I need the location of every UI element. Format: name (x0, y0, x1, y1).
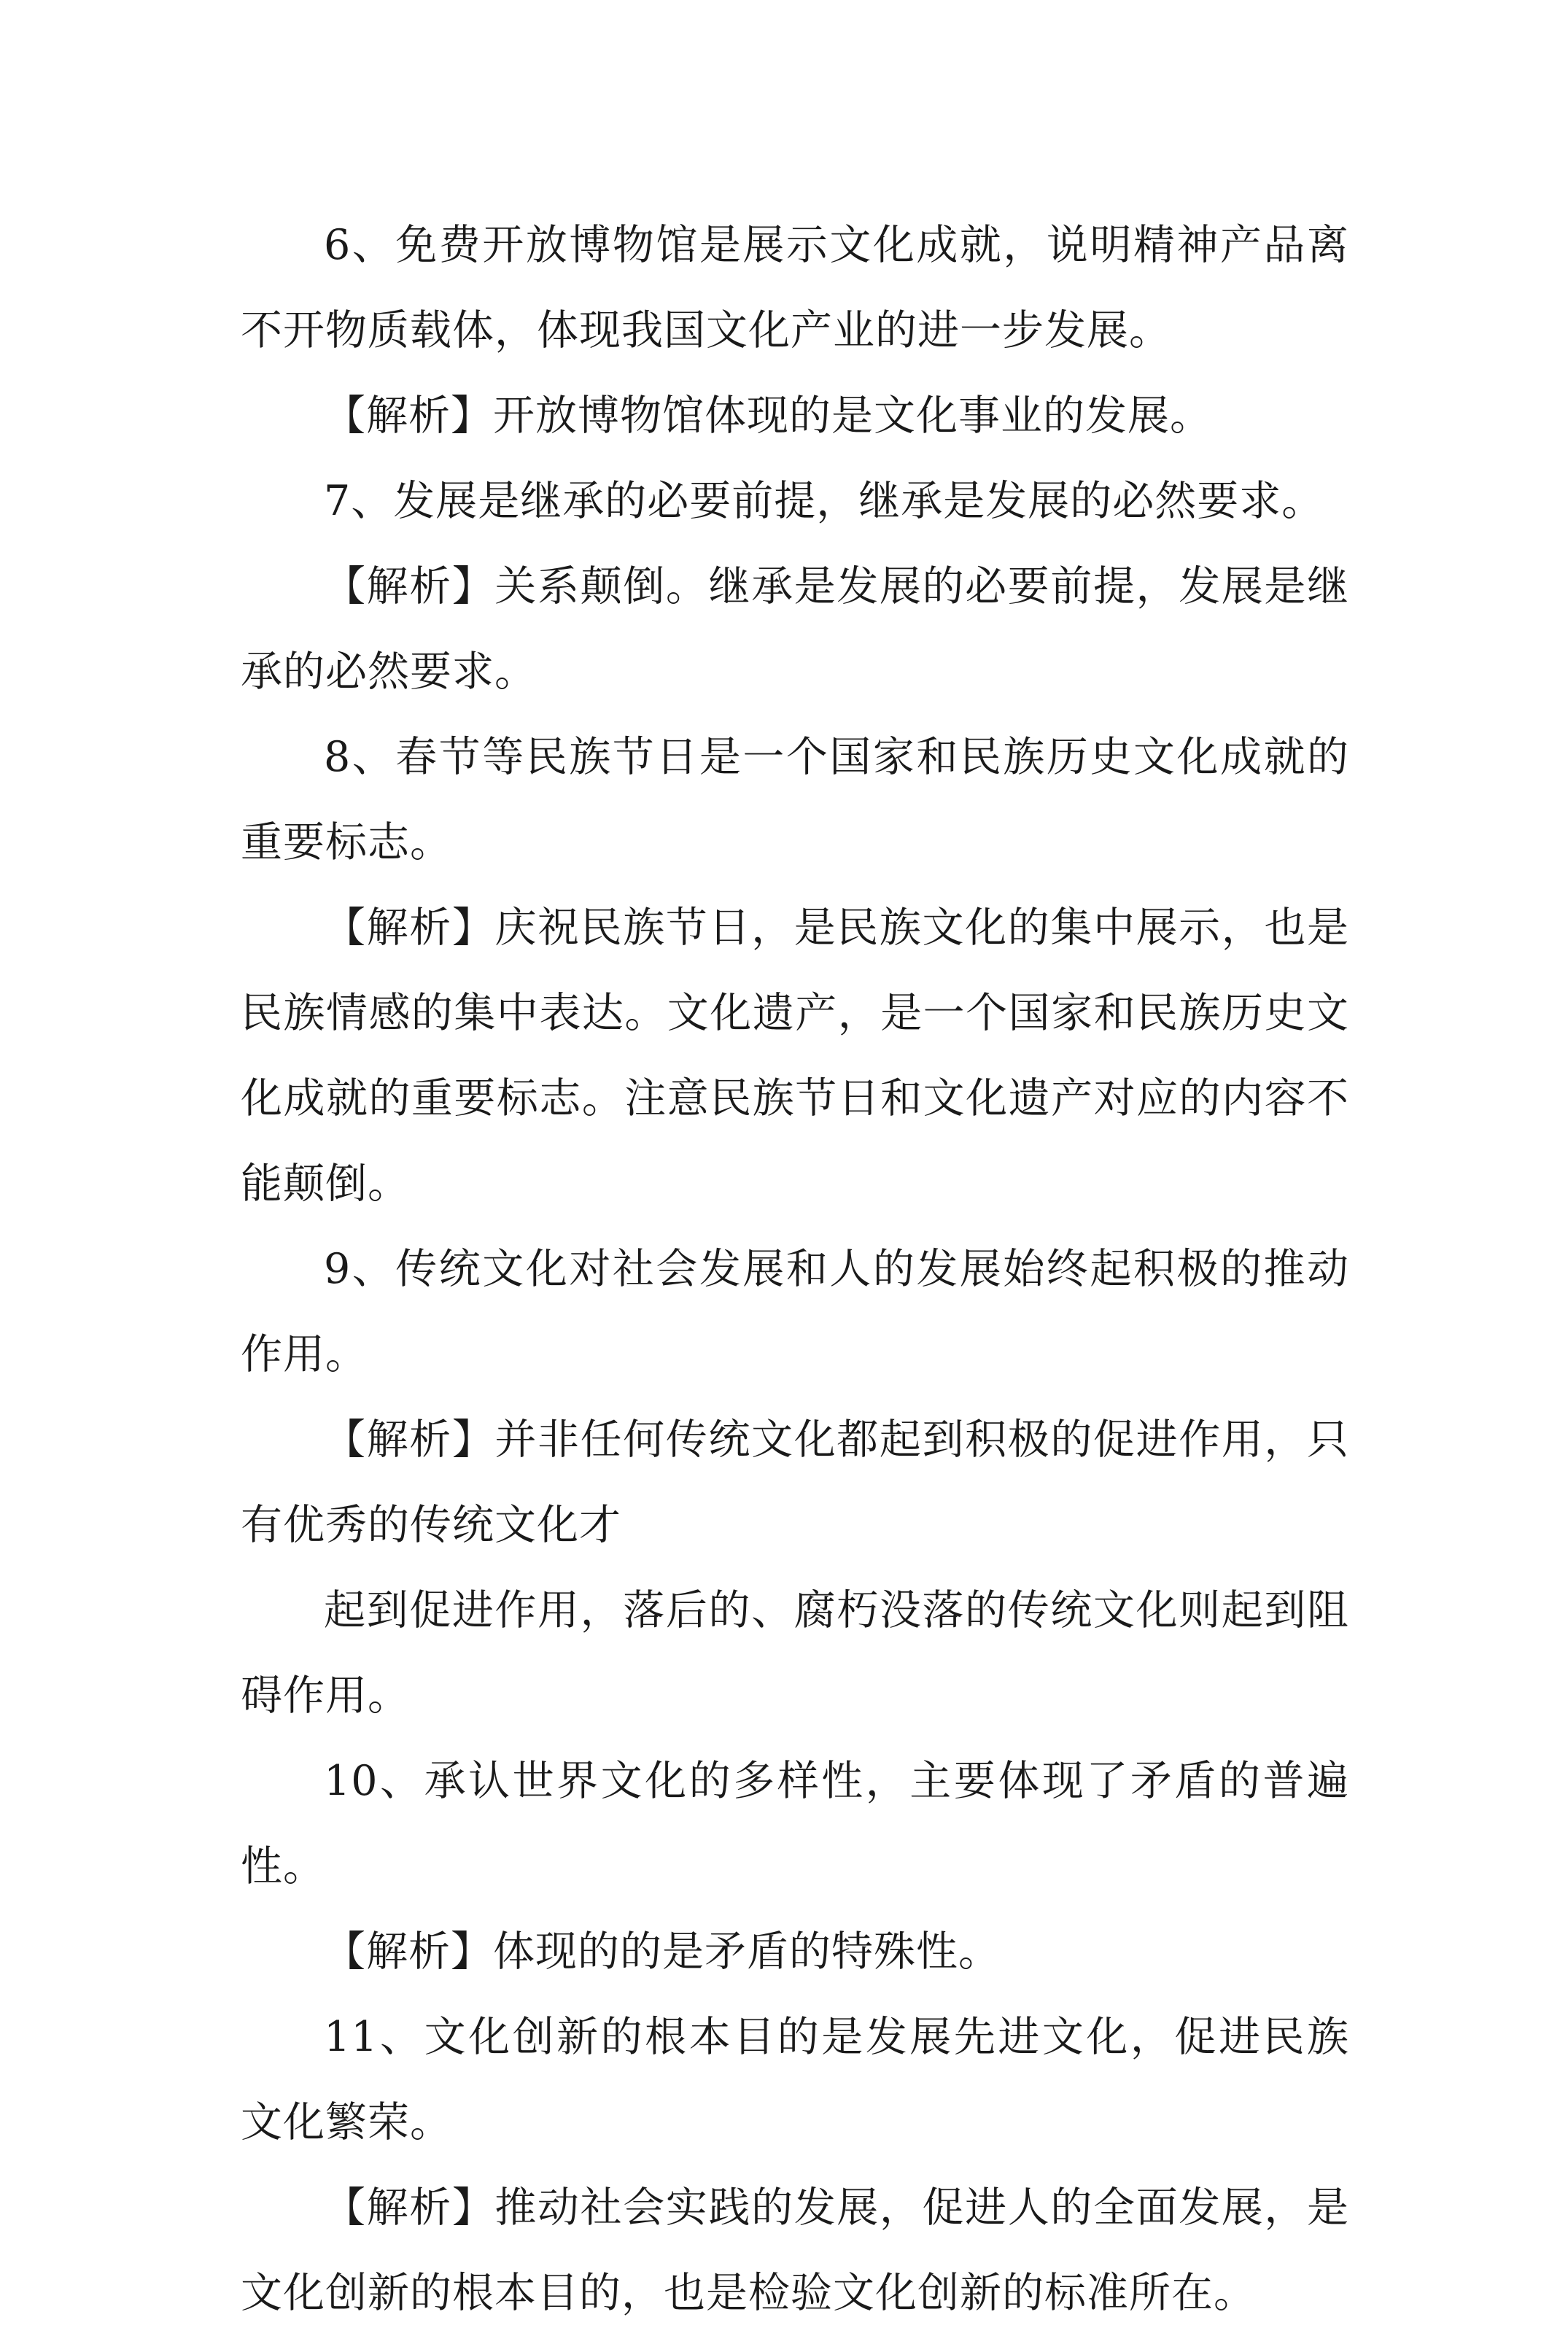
analysis-9-part-1: 【解析】并非任何传统文化都起到积极的促进作用，只有优秀的传统文化才 (241, 1416, 1349, 1549)
question-11: 11、文化创新的根本目的是发展先进文化，促进民族文化繁荣。 (241, 2013, 1349, 2146)
analysis-6: 【解析】开放博物馆体现的是文化事业的发展。 (324, 392, 1212, 440)
analysis-8: 【解析】庆祝民族节日，是民族文化的集中展示，也是民族情感的集中表达。文化遗产，是一个国家和民族历史文化成就的重要标志。注意民族节日和文化遗产对应的内容不能颠倒。 (241, 904, 1349, 1208)
question-7: 7、发展是继承的必要前提，继承是发展的必然要求。 (324, 477, 1324, 525)
question-6: 6、免费开放博物馆是展示文化成就，说明精神产品离不开物质载体，体现我国文化产业的进一步发展。 (241, 221, 1349, 354)
document-body (241, 203, 1349, 2336)
question-10: 10、承认世界文化的多样性，主要体现了矛盾的普遍性。 (241, 1757, 1349, 1890)
question-9: 9、传统文化对社会发展和人的发展始终起积极的推动作用。 (241, 1245, 1349, 1378)
analysis-7: 【解析】关系颠倒。继承是发展的必要前提，发展是继承的必然要求。 (241, 562, 1349, 696)
analysis-10: 【解析】体现的的是矛盾的特殊性。 (324, 1928, 1001, 1976)
analysis-11: 【解析】推动社会实践的发展，促进人的全面发展，是文化创新的根本目的，也是检验文化创新的标准所在。 (241, 2184, 1349, 2317)
analysis-9-part-2: 起到促进作用，落后的、腐朽没落的传统文化则起到阻碍作用。 (241, 1586, 1349, 1720)
question-8: 8、春节等民族节日是一个国家和民族历史文化成就的重要标志。 (241, 733, 1349, 866)
